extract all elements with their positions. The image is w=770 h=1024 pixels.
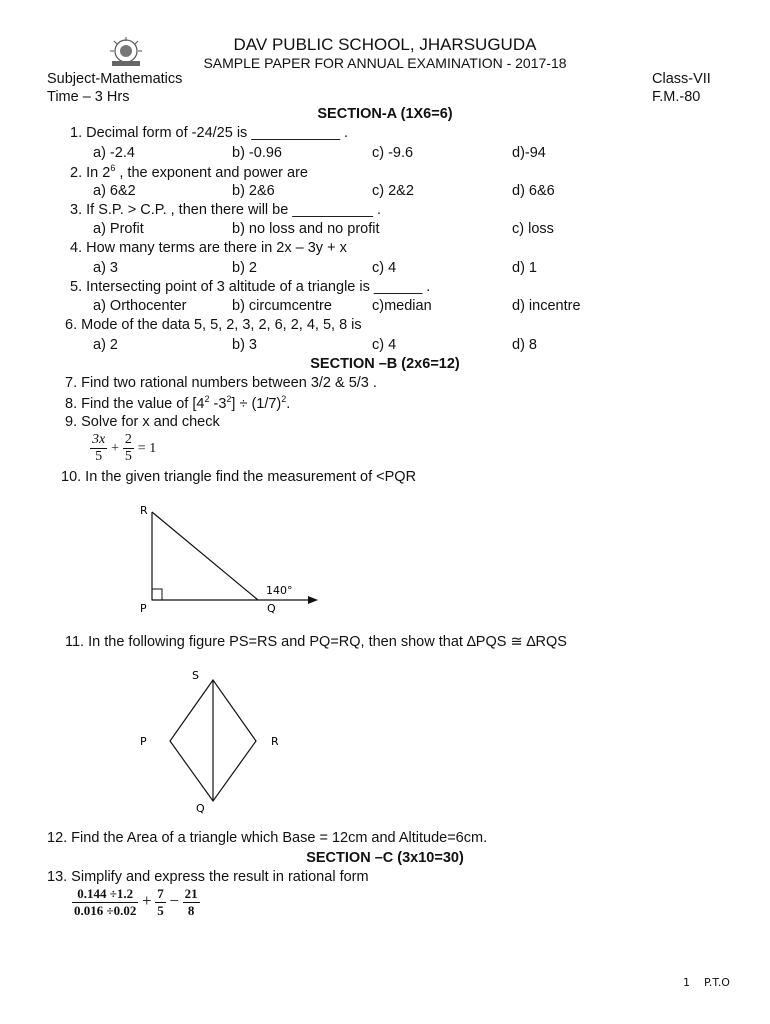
school-name: DAV PUBLIC SCHOOL, JHARSUGUDA bbox=[233, 35, 537, 54]
class: Class-VII bbox=[652, 71, 711, 87]
label-R: R bbox=[271, 735, 279, 748]
section-c-heading: SECTION –C (3x10=30) bbox=[306, 850, 464, 866]
q8-text: . bbox=[286, 395, 291, 412]
question-5: 5. Intersecting point of 3 altitude of a triangle is ______ . bbox=[70, 279, 431, 295]
fraction: $\frac{21}{8}$ bbox=[184, 886, 198, 918]
q2-text-a: 2. In 2 bbox=[70, 164, 111, 181]
option: b) -0.96 bbox=[232, 145, 282, 161]
option: b) 2 bbox=[232, 260, 257, 276]
question-8 bbox=[65, 394, 290, 412]
label-S: S bbox=[192, 669, 199, 682]
option: c) -9.6 bbox=[372, 145, 414, 161]
option: a) Profit bbox=[93, 221, 144, 237]
exam-title: SAMPLE PAPER FOR ANNUAL EXAMINATION - 2017-18 bbox=[203, 55, 567, 71]
subject: Subject-Mathematics bbox=[47, 71, 183, 87]
option: d)-94 bbox=[512, 145, 546, 161]
label-R: R bbox=[140, 504, 148, 517]
full-marks: F.M.-80 bbox=[652, 89, 701, 105]
option: c) 2&2 bbox=[372, 183, 414, 199]
option: d) incentre bbox=[512, 298, 581, 314]
question-7: 7. Find two rational numbers between 3/2 & 5/3 . bbox=[65, 375, 377, 391]
kite-figure bbox=[130, 665, 290, 815]
option: a) -2.4 bbox=[93, 145, 135, 161]
question-12: 12. Find the Area of a triangle which Base = 12cm and Altitude=6cm. bbox=[47, 830, 488, 846]
question-2 bbox=[70, 163, 308, 181]
option: c) 4 bbox=[372, 337, 397, 353]
option: c)median bbox=[372, 298, 432, 314]
q2-text-b: , the exponent and power are bbox=[115, 164, 308, 181]
fraction: $\frac{0.144 \div 1.2}{0.016 \div 0.02}$ bbox=[74, 886, 137, 918]
question-11: 11. In the following figure PS=RS and PQ=RQ, then show that ∆PQS ≅ ∆RQS bbox=[65, 634, 567, 650]
option: d) 6&6 bbox=[512, 183, 555, 199]
label-Q: Q bbox=[196, 802, 205, 815]
q8-sup: 2 bbox=[226, 394, 232, 404]
triangle-figure bbox=[130, 500, 330, 618]
question-1: 1. Decimal form of -24/25 is ___________ . bbox=[70, 125, 349, 141]
label-P: P bbox=[140, 602, 147, 615]
q8-text: ] ÷ (1/7) bbox=[231, 395, 282, 412]
q8-text: -3 bbox=[209, 395, 227, 412]
q8-sup: 2 bbox=[281, 394, 287, 404]
section-a-heading: SECTION-A (1X6=6) bbox=[317, 106, 453, 122]
time: Time – 3 Hrs bbox=[47, 89, 130, 105]
label-Q: Q bbox=[267, 602, 276, 615]
fraction: $\frac{7}{5}$ bbox=[157, 886, 164, 918]
section-b-heading: SECTION –B (2x6=12) bbox=[310, 356, 460, 372]
option: c) 4 bbox=[372, 260, 397, 276]
exterior-angle-label: 140° bbox=[266, 584, 293, 597]
option: b) 3 bbox=[232, 337, 257, 353]
option: c) loss bbox=[512, 221, 554, 237]
option: b) no loss and no profit bbox=[232, 221, 380, 237]
question-4: 4. How many terms are there in 2x – 3y + x bbox=[70, 240, 347, 256]
q2-exponent: 6 bbox=[110, 163, 116, 173]
question-9: 9. Solve for x and check bbox=[65, 414, 220, 430]
question-6: 6. Mode of the data 5, 5, 2, 3, 2, 6, 2, 4, 5, 8 is bbox=[65, 317, 362, 333]
q8-text: 8. Find the value of [4 bbox=[65, 395, 205, 412]
option: a) 6&2 bbox=[93, 183, 136, 199]
label-P: P bbox=[140, 735, 147, 748]
option: a) Orthocenter bbox=[93, 298, 187, 314]
option: a) 3 bbox=[93, 260, 118, 276]
fraction: $\frac{3x}{5}$ bbox=[92, 432, 106, 464]
q9-equation: $\frac{3x}{5}$ + $\frac{2}{5}$ = 1 bbox=[92, 432, 157, 464]
question-13: 13. Simplify and express the result in rational form bbox=[47, 869, 369, 885]
question-3: 3. If S.P. > C.P. , then there will be __________ . bbox=[70, 202, 382, 218]
question-10: 10. In the given triangle find the measurement of <PQR bbox=[61, 469, 417, 485]
option: b) 2&6 bbox=[232, 183, 275, 199]
page-footer: 1 P.T.O bbox=[683, 976, 730, 989]
option: d) 8 bbox=[512, 337, 537, 353]
q13-expression: $\frac{0.144 \div 1.2}{0.016 \div 0.02}$ + $\frac{7}{5}$ − $\frac{21}{8}$ bbox=[74, 886, 198, 918]
option: b) circumcentre bbox=[232, 298, 332, 314]
option: a) 2 bbox=[93, 337, 118, 353]
fraction: $\frac{2}{5}$ bbox=[124, 432, 132, 464]
option: d) 1 bbox=[512, 260, 537, 276]
q8-sup: 2 bbox=[204, 394, 210, 404]
